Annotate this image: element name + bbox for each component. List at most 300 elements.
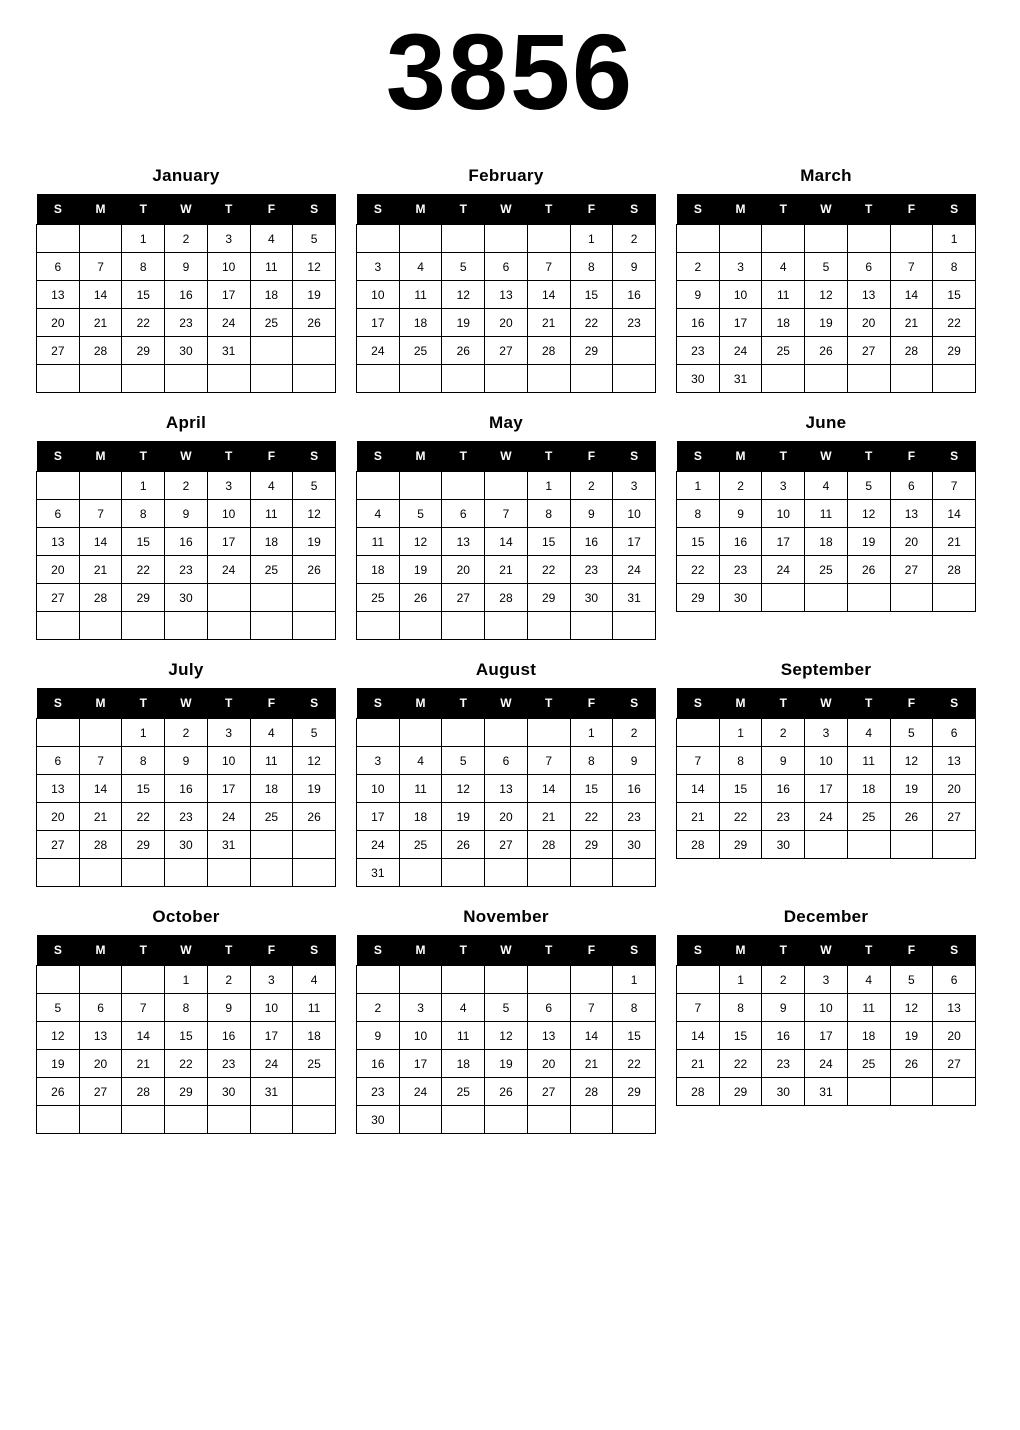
day-cell[interactable]: 24	[399, 1078, 442, 1106]
day-cell[interactable]: 23	[677, 337, 720, 365]
day-cell[interactable]: 27	[847, 337, 890, 365]
day-cell[interactable]: 12	[293, 747, 336, 775]
day-cell[interactable]: 16	[613, 281, 656, 309]
day-cell[interactable]: 26	[805, 337, 848, 365]
day-cell[interactable]: 13	[527, 1022, 570, 1050]
day-cell[interactable]: 26	[442, 337, 485, 365]
day-cell[interactable]: 29	[122, 584, 165, 612]
day-cell[interactable]: 14	[527, 281, 570, 309]
day-cell[interactable]: 14	[570, 1022, 613, 1050]
day-cell[interactable]: 4	[399, 747, 442, 775]
day-cell[interactable]: 24	[357, 337, 400, 365]
day-cell[interactable]: 9	[165, 500, 208, 528]
day-cell[interactable]: 2	[207, 966, 250, 994]
day-cell[interactable]: 18	[442, 1050, 485, 1078]
day-cell[interactable]: 9	[165, 747, 208, 775]
day-cell[interactable]: 15	[719, 1022, 762, 1050]
day-cell[interactable]: 20	[933, 1022, 976, 1050]
day-cell[interactable]: 6	[933, 966, 976, 994]
day-cell[interactable]: 24	[719, 337, 762, 365]
day-cell[interactable]: 10	[357, 281, 400, 309]
day-cell[interactable]: 29	[719, 1078, 762, 1106]
day-cell[interactable]: 7	[933, 472, 976, 500]
day-cell[interactable]: 12	[293, 500, 336, 528]
day-cell[interactable]: 4	[293, 966, 336, 994]
day-cell[interactable]: 14	[485, 528, 528, 556]
day-cell[interactable]: 6	[37, 253, 80, 281]
day-cell[interactable]: 3	[805, 966, 848, 994]
day-cell[interactable]: 17	[357, 803, 400, 831]
day-cell[interactable]: 18	[399, 309, 442, 337]
day-cell[interactable]: 8	[570, 747, 613, 775]
day-cell[interactable]: 21	[933, 528, 976, 556]
day-cell[interactable]: 20	[37, 556, 80, 584]
day-cell[interactable]: 30	[719, 584, 762, 612]
day-cell[interactable]: 15	[122, 528, 165, 556]
day-cell[interactable]: 28	[527, 831, 570, 859]
day-cell[interactable]: 22	[570, 803, 613, 831]
day-cell[interactable]: 25	[399, 337, 442, 365]
day-cell[interactable]: 9	[570, 500, 613, 528]
day-cell[interactable]: 27	[37, 337, 80, 365]
day-cell[interactable]: 6	[527, 994, 570, 1022]
day-cell[interactable]: 25	[847, 1050, 890, 1078]
day-cell[interactable]: 1	[527, 472, 570, 500]
day-cell[interactable]: 4	[442, 994, 485, 1022]
day-cell[interactable]: 11	[250, 747, 293, 775]
day-cell[interactable]: 3	[613, 472, 656, 500]
day-cell[interactable]: 9	[357, 1022, 400, 1050]
day-cell[interactable]: 8	[677, 500, 720, 528]
day-cell[interactable]: 16	[357, 1050, 400, 1078]
day-cell[interactable]: 15	[122, 281, 165, 309]
day-cell[interactable]: 10	[613, 500, 656, 528]
day-cell[interactable]: 14	[79, 775, 122, 803]
day-cell[interactable]: 10	[805, 994, 848, 1022]
day-cell[interactable]: 19	[847, 528, 890, 556]
day-cell[interactable]: 26	[293, 803, 336, 831]
day-cell[interactable]: 4	[250, 225, 293, 253]
day-cell[interactable]: 21	[79, 803, 122, 831]
day-cell[interactable]: 27	[485, 337, 528, 365]
day-cell[interactable]: 23	[613, 309, 656, 337]
day-cell[interactable]: 18	[847, 1022, 890, 1050]
day-cell[interactable]: 30	[762, 1078, 805, 1106]
day-cell[interactable]: 7	[79, 747, 122, 775]
day-cell[interactable]: 13	[933, 747, 976, 775]
day-cell[interactable]: 18	[847, 775, 890, 803]
day-cell[interactable]: 29	[570, 337, 613, 365]
day-cell[interactable]: 7	[79, 500, 122, 528]
day-cell[interactable]: 18	[399, 803, 442, 831]
day-cell[interactable]: 28	[570, 1078, 613, 1106]
day-cell[interactable]: 10	[762, 500, 805, 528]
day-cell[interactable]: 9	[613, 253, 656, 281]
day-cell[interactable]: 24	[613, 556, 656, 584]
day-cell[interactable]: 6	[847, 253, 890, 281]
day-cell[interactable]: 8	[933, 253, 976, 281]
day-cell[interactable]: 23	[570, 556, 613, 584]
day-cell[interactable]: 4	[399, 253, 442, 281]
day-cell[interactable]: 11	[805, 500, 848, 528]
day-cell[interactable]: 26	[37, 1078, 80, 1106]
day-cell[interactable]: 6	[37, 747, 80, 775]
day-cell[interactable]: 7	[485, 500, 528, 528]
day-cell[interactable]: 25	[250, 309, 293, 337]
day-cell[interactable]: 2	[613, 225, 656, 253]
day-cell[interactable]: 28	[933, 556, 976, 584]
day-cell[interactable]: 18	[762, 309, 805, 337]
day-cell[interactable]: 30	[762, 831, 805, 859]
day-cell[interactable]: 22	[122, 803, 165, 831]
day-cell[interactable]: 2	[762, 966, 805, 994]
day-cell[interactable]: 8	[613, 994, 656, 1022]
day-cell[interactable]: 28	[79, 831, 122, 859]
day-cell[interactable]: 13	[442, 528, 485, 556]
day-cell[interactable]: 17	[805, 775, 848, 803]
day-cell[interactable]: 5	[805, 253, 848, 281]
day-cell[interactable]: 19	[442, 803, 485, 831]
day-cell[interactable]: 12	[485, 1022, 528, 1050]
day-cell[interactable]: 28	[79, 584, 122, 612]
day-cell[interactable]: 12	[293, 253, 336, 281]
day-cell[interactable]: 12	[442, 775, 485, 803]
day-cell[interactable]: 16	[165, 281, 208, 309]
day-cell[interactable]: 11	[847, 747, 890, 775]
day-cell[interactable]: 3	[207, 719, 250, 747]
day-cell[interactable]: 22	[719, 1050, 762, 1078]
day-cell[interactable]: 12	[890, 747, 933, 775]
day-cell[interactable]: 2	[762, 719, 805, 747]
day-cell[interactable]: 24	[805, 1050, 848, 1078]
day-cell[interactable]: 16	[762, 775, 805, 803]
day-cell[interactable]: 27	[933, 803, 976, 831]
day-cell[interactable]: 21	[485, 556, 528, 584]
day-cell[interactable]: 14	[79, 281, 122, 309]
day-cell[interactable]: 3	[207, 225, 250, 253]
day-cell[interactable]: 26	[890, 803, 933, 831]
day-cell[interactable]: 15	[719, 775, 762, 803]
day-cell[interactable]: 24	[805, 803, 848, 831]
day-cell[interactable]: 21	[79, 556, 122, 584]
day-cell[interactable]: 24	[250, 1050, 293, 1078]
day-cell[interactable]: 22	[527, 556, 570, 584]
day-cell[interactable]: 29	[719, 831, 762, 859]
day-cell[interactable]: 14	[122, 1022, 165, 1050]
day-cell[interactable]: 25	[357, 584, 400, 612]
day-cell[interactable]: 14	[79, 528, 122, 556]
day-cell[interactable]: 8	[122, 253, 165, 281]
day-cell[interactable]: 25	[250, 803, 293, 831]
day-cell[interactable]: 21	[890, 309, 933, 337]
day-cell[interactable]: 24	[207, 803, 250, 831]
day-cell[interactable]: 21	[677, 1050, 720, 1078]
day-cell[interactable]: 1	[933, 225, 976, 253]
day-cell[interactable]: 17	[207, 775, 250, 803]
day-cell[interactable]: 21	[527, 309, 570, 337]
day-cell[interactable]: 2	[165, 225, 208, 253]
day-cell[interactable]: 10	[207, 747, 250, 775]
day-cell[interactable]: 23	[207, 1050, 250, 1078]
day-cell[interactable]: 3	[357, 747, 400, 775]
day-cell[interactable]: 7	[677, 994, 720, 1022]
day-cell[interactable]: 10	[357, 775, 400, 803]
day-cell[interactable]: 8	[122, 747, 165, 775]
day-cell[interactable]: 23	[762, 1050, 805, 1078]
day-cell[interactable]: 24	[207, 309, 250, 337]
day-cell[interactable]: 9	[165, 253, 208, 281]
day-cell[interactable]: 25	[250, 556, 293, 584]
day-cell[interactable]: 16	[165, 775, 208, 803]
day-cell[interactable]: 17	[399, 1050, 442, 1078]
day-cell[interactable]: 21	[527, 803, 570, 831]
day-cell[interactable]: 4	[847, 719, 890, 747]
day-cell[interactable]: 5	[890, 966, 933, 994]
day-cell[interactable]: 8	[719, 994, 762, 1022]
day-cell[interactable]: 29	[677, 584, 720, 612]
day-cell[interactable]: 19	[293, 528, 336, 556]
day-cell[interactable]: 7	[527, 747, 570, 775]
day-cell[interactable]: 20	[847, 309, 890, 337]
day-cell[interactable]: 27	[79, 1078, 122, 1106]
day-cell[interactable]: 30	[207, 1078, 250, 1106]
day-cell[interactable]: 24	[207, 556, 250, 584]
day-cell[interactable]: 29	[122, 831, 165, 859]
day-cell[interactable]: 3	[207, 472, 250, 500]
day-cell[interactable]: 14	[677, 1022, 720, 1050]
day-cell[interactable]: 3	[762, 472, 805, 500]
day-cell[interactable]: 27	[37, 584, 80, 612]
day-cell[interactable]: 5	[293, 225, 336, 253]
day-cell[interactable]: 28	[122, 1078, 165, 1106]
day-cell[interactable]: 6	[442, 500, 485, 528]
day-cell[interactable]: 19	[805, 309, 848, 337]
day-cell[interactable]: 31	[207, 831, 250, 859]
day-cell[interactable]: 26	[399, 584, 442, 612]
day-cell[interactable]: 31	[805, 1078, 848, 1106]
day-cell[interactable]: 8	[122, 500, 165, 528]
day-cell[interactable]: 5	[442, 253, 485, 281]
day-cell[interactable]: 27	[527, 1078, 570, 1106]
day-cell[interactable]: 10	[805, 747, 848, 775]
day-cell[interactable]: 1	[719, 966, 762, 994]
day-cell[interactable]: 2	[719, 472, 762, 500]
day-cell[interactable]: 13	[933, 994, 976, 1022]
day-cell[interactable]: 5	[399, 500, 442, 528]
day-cell[interactable]: 30	[357, 1106, 400, 1134]
day-cell[interactable]: 11	[357, 528, 400, 556]
day-cell[interactable]: 19	[293, 281, 336, 309]
day-cell[interactable]: 13	[890, 500, 933, 528]
day-cell[interactable]: 3	[357, 253, 400, 281]
day-cell[interactable]: 30	[613, 831, 656, 859]
day-cell[interactable]: 16	[207, 1022, 250, 1050]
day-cell[interactable]: 23	[165, 309, 208, 337]
day-cell[interactable]: 9	[719, 500, 762, 528]
day-cell[interactable]: 18	[293, 1022, 336, 1050]
day-cell[interactable]: 28	[485, 584, 528, 612]
day-cell[interactable]: 14	[933, 500, 976, 528]
day-cell[interactable]: 20	[890, 528, 933, 556]
day-cell[interactable]: 11	[442, 1022, 485, 1050]
day-cell[interactable]: 26	[293, 309, 336, 337]
day-cell[interactable]: 8	[527, 500, 570, 528]
day-cell[interactable]: 13	[485, 281, 528, 309]
day-cell[interactable]: 14	[527, 775, 570, 803]
day-cell[interactable]: 29	[527, 584, 570, 612]
day-cell[interactable]: 1	[165, 966, 208, 994]
day-cell[interactable]: 8	[165, 994, 208, 1022]
day-cell[interactable]: 28	[890, 337, 933, 365]
day-cell[interactable]: 27	[485, 831, 528, 859]
day-cell[interactable]: 23	[719, 556, 762, 584]
day-cell[interactable]: 15	[165, 1022, 208, 1050]
day-cell[interactable]: 26	[442, 831, 485, 859]
day-cell[interactable]: 2	[613, 719, 656, 747]
day-cell[interactable]: 25	[293, 1050, 336, 1078]
day-cell[interactable]: 26	[485, 1078, 528, 1106]
day-cell[interactable]: 30	[165, 584, 208, 612]
day-cell[interactable]: 22	[613, 1050, 656, 1078]
day-cell[interactable]: 5	[890, 719, 933, 747]
day-cell[interactable]: 13	[37, 528, 80, 556]
day-cell[interactable]: 27	[37, 831, 80, 859]
day-cell[interactable]: 25	[847, 803, 890, 831]
day-cell[interactable]: 12	[442, 281, 485, 309]
day-cell[interactable]: 21	[79, 309, 122, 337]
day-cell[interactable]: 18	[357, 556, 400, 584]
day-cell[interactable]: 9	[613, 747, 656, 775]
day-cell[interactable]: 15	[677, 528, 720, 556]
day-cell[interactable]: 20	[79, 1050, 122, 1078]
day-cell[interactable]: 16	[165, 528, 208, 556]
day-cell[interactable]: 15	[122, 775, 165, 803]
day-cell[interactable]: 10	[719, 281, 762, 309]
day-cell[interactable]: 18	[250, 281, 293, 309]
day-cell[interactable]: 22	[570, 309, 613, 337]
day-cell[interactable]: 5	[442, 747, 485, 775]
day-cell[interactable]: 19	[890, 1022, 933, 1050]
day-cell[interactable]: 29	[570, 831, 613, 859]
day-cell[interactable]: 10	[207, 253, 250, 281]
day-cell[interactable]: 30	[570, 584, 613, 612]
day-cell[interactable]: 18	[250, 775, 293, 803]
day-cell[interactable]: 7	[677, 747, 720, 775]
day-cell[interactable]: 19	[293, 775, 336, 803]
day-cell[interactable]: 10	[250, 994, 293, 1022]
day-cell[interactable]: 7	[527, 253, 570, 281]
day-cell[interactable]: 6	[485, 253, 528, 281]
day-cell[interactable]: 20	[527, 1050, 570, 1078]
day-cell[interactable]: 23	[762, 803, 805, 831]
day-cell[interactable]: 9	[207, 994, 250, 1022]
day-cell[interactable]: 23	[357, 1078, 400, 1106]
day-cell[interactable]: 3	[399, 994, 442, 1022]
day-cell[interactable]: 4	[847, 966, 890, 994]
day-cell[interactable]: 27	[890, 556, 933, 584]
day-cell[interactable]: 8	[719, 747, 762, 775]
day-cell[interactable]: 6	[890, 472, 933, 500]
day-cell[interactable]: 5	[293, 719, 336, 747]
day-cell[interactable]: 14	[890, 281, 933, 309]
day-cell[interactable]: 27	[933, 1050, 976, 1078]
day-cell[interactable]: 2	[165, 719, 208, 747]
day-cell[interactable]: 13	[79, 1022, 122, 1050]
day-cell[interactable]: 22	[122, 556, 165, 584]
day-cell[interactable]: 11	[762, 281, 805, 309]
day-cell[interactable]: 4	[357, 500, 400, 528]
day-cell[interactable]: 29	[122, 337, 165, 365]
day-cell[interactable]: 19	[37, 1050, 80, 1078]
day-cell[interactable]: 1	[570, 225, 613, 253]
day-cell[interactable]: 17	[250, 1022, 293, 1050]
day-cell[interactable]: 14	[677, 775, 720, 803]
day-cell[interactable]: 25	[762, 337, 805, 365]
day-cell[interactable]: 25	[805, 556, 848, 584]
day-cell[interactable]: 16	[719, 528, 762, 556]
day-cell[interactable]: 13	[37, 281, 80, 309]
day-cell[interactable]: 20	[37, 803, 80, 831]
day-cell[interactable]: 5	[847, 472, 890, 500]
day-cell[interactable]: 28	[79, 337, 122, 365]
day-cell[interactable]: 2	[677, 253, 720, 281]
day-cell[interactable]: 17	[805, 1022, 848, 1050]
day-cell[interactable]: 22	[719, 803, 762, 831]
day-cell[interactable]: 2	[357, 994, 400, 1022]
day-cell[interactable]: 13	[485, 775, 528, 803]
day-cell[interactable]: 7	[570, 994, 613, 1022]
day-cell[interactable]: 22	[122, 309, 165, 337]
day-cell[interactable]: 18	[805, 528, 848, 556]
day-cell[interactable]: 17	[613, 528, 656, 556]
day-cell[interactable]: 28	[677, 831, 720, 859]
day-cell[interactable]: 30	[165, 831, 208, 859]
day-cell[interactable]: 16	[762, 1022, 805, 1050]
day-cell[interactable]: 29	[165, 1078, 208, 1106]
day-cell[interactable]: 15	[933, 281, 976, 309]
day-cell[interactable]: 12	[805, 281, 848, 309]
day-cell[interactable]: 29	[933, 337, 976, 365]
day-cell[interactable]: 2	[570, 472, 613, 500]
day-cell[interactable]: 19	[442, 309, 485, 337]
day-cell[interactable]: 24	[762, 556, 805, 584]
day-cell[interactable]: 3	[719, 253, 762, 281]
day-cell[interactable]: 7	[890, 253, 933, 281]
day-cell[interactable]: 9	[677, 281, 720, 309]
day-cell[interactable]: 9	[762, 747, 805, 775]
day-cell[interactable]: 20	[485, 309, 528, 337]
day-cell[interactable]: 11	[293, 994, 336, 1022]
day-cell[interactable]: 25	[442, 1078, 485, 1106]
day-cell[interactable]: 20	[485, 803, 528, 831]
day-cell[interactable]: 19	[890, 775, 933, 803]
day-cell[interactable]: 15	[570, 281, 613, 309]
day-cell[interactable]: 1	[719, 719, 762, 747]
day-cell[interactable]: 25	[399, 831, 442, 859]
day-cell[interactable]: 4	[805, 472, 848, 500]
day-cell[interactable]: 2	[165, 472, 208, 500]
day-cell[interactable]: 5	[485, 994, 528, 1022]
day-cell[interactable]: 1	[677, 472, 720, 500]
day-cell[interactable]: 11	[250, 253, 293, 281]
day-cell[interactable]: 7	[79, 253, 122, 281]
day-cell[interactable]: 31	[357, 859, 400, 887]
day-cell[interactable]: 8	[570, 253, 613, 281]
day-cell[interactable]: 17	[207, 528, 250, 556]
day-cell[interactable]: 31	[250, 1078, 293, 1106]
day-cell[interactable]: 23	[613, 803, 656, 831]
day-cell[interactable]: 20	[933, 775, 976, 803]
